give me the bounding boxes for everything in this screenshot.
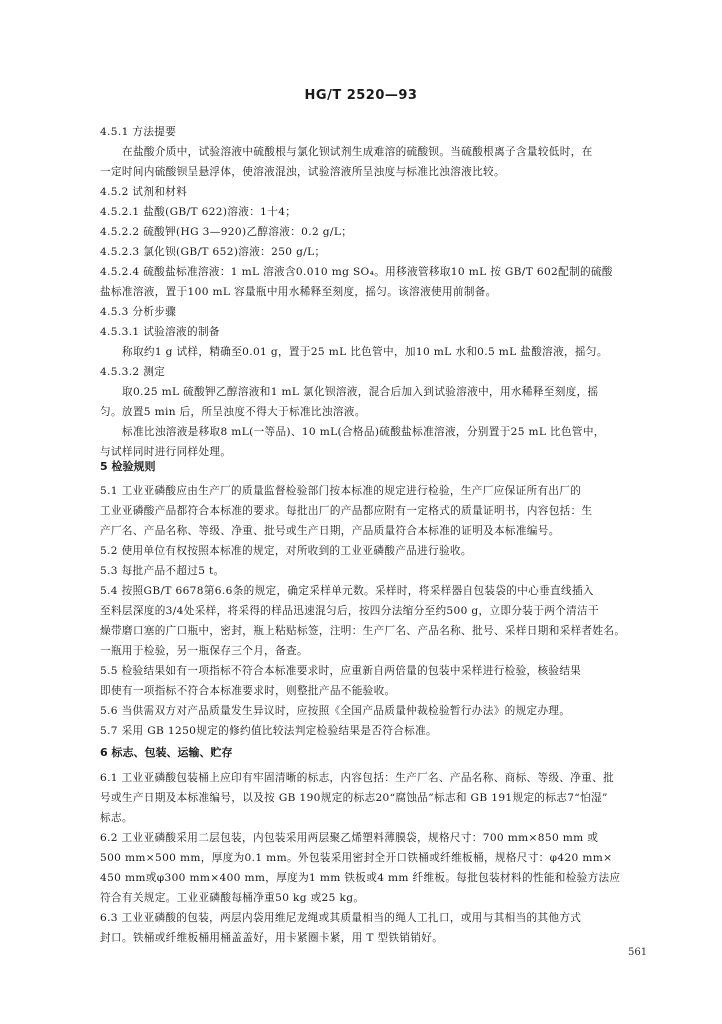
clause-6-1: 6.1 工业亚磷酸包装桶上应印有牢固清晰的标志，内容包括：生产厂名、产品名称、商标、等级、净重、批 <box>100 772 615 784</box>
clause-6-1: 号或生产日期及本标准编号，以及按 GB 190规定的标志20“腐蚀品”标志和 GB 191规定的标志7“怕湿” <box>100 792 608 804</box>
clause-4-5-2-heading: 4.5.2 试剂和材料 <box>100 186 188 198</box>
clause-6-2: 450 mm或φ300 mm×400 mm，厚度为1 mm 铁板或4 mm 纤维板。每批包装材料的性能和检验方法应 <box>100 872 621 884</box>
page-number: 561 <box>628 947 648 958</box>
clause-4-5-2-2: 4.5.2.2 硫酸钾(HG 3—920)乙醇溶液：0.2 g/L； <box>100 226 353 238</box>
section-6-content <box>100 768 670 948</box>
clause-6-2: 6.2 工业亚磷酸采用二层包装，内包装采用两层聚乙烯塑料薄膜袋，规格尺寸：700 mm×850 mm 或 <box>100 832 599 844</box>
clause-4-5-1-heading: 4.5.1 方法提要 <box>100 126 177 138</box>
clause-5-5: 5.5 检验结果如有一项指标不符合本标准要求时，应重新自两倍量的包装中采样进行检验，核验结果 <box>100 665 582 677</box>
clause-4-5-3-1-heading: 4.5.3.1 试验溶液的制备 <box>100 326 220 338</box>
clause-5-4: 至料层深度的3/4处采样，将采得的样品迅速混匀后，按四分法缩分至约500 g，立即分装于两个清洁干 <box>100 605 599 617</box>
clause-4-5-3-heading: 4.5.3 分析步骤 <box>100 306 177 318</box>
clause-6-1: 标志。 <box>100 812 133 824</box>
clause-6-3: 6.3 工业亚磷酸的包装，两层内袋用维尼龙绳或其质量相当的绳人工扎口，或用与其相当的其他方式 <box>100 912 582 924</box>
clause-4-5-3-2-text: 匀。放置5 min 后，所呈浊度不得大于标准比浊溶液。 <box>100 406 366 418</box>
clause-6-2: 500 mm×500 mm，厚度为0.1 mm。外包装采用密封全开口铁桶或纤维板桶，规格尺寸：φ420 mm× <box>100 852 613 864</box>
clause-4-5-2-3: 4.5.2.3 氯化钡(GB/T 652)溶液：250 g/L； <box>100 246 326 258</box>
section-5-title: 5 检验规则 <box>100 460 156 473</box>
clause-5-3: 5.3 每批产品不超过5 t。 <box>100 565 225 577</box>
clause-5-1: 工业亚磷酸产品都符合本标准的要求。每批出厂的产品都应附有一定格式的质量证明书，内容包括：生 <box>100 505 593 517</box>
section-6-title: 6 标志、包装、运输、贮存 <box>100 746 233 759</box>
clause-5-1: 产厂名、产品名称、等级、净重、批号或生产日期，产品质量符合本标准的证明及本标准编号。 <box>100 525 560 537</box>
clause-4-5-1-text: 在盐酸介质中，试验溶液中硫酸根与氯化钡试剂生成难溶的硫酸钡。当硫酸根离子含量较低时，在 <box>122 146 593 158</box>
clause-4-5-2-4: 4.5.2.4 硫酸盐标准溶液：1 mL 溶液含0.010 mg SO₄。用移液管移取10 mL 按 GB/T 602配制的硫酸 <box>100 266 613 278</box>
clause-4-5-3-1-text: 称取约1 g 试样，精确至0.01 g，置于25 mL 比色管中，加10 mL 水和0.5 mL 盐酸溶液，摇匀。 <box>122 346 608 358</box>
clause-5-4: 燥带磨口塞的广口瓶中，密封，瓶上粘贴标签，注明：生产厂名、产品名称、批号、采样日期和采样者姓名。 <box>100 625 626 637</box>
section-5-content <box>100 481 670 741</box>
clause-6-3: 封口。铁桶或纤维板桶用桶盖盖好，用卡紧圈卡紧，用 T 型铁销销好。 <box>100 932 444 944</box>
clause-5-7: 5.7 采用 GB 1250规定的修约值比较法判定检验结果是否符合标准。 <box>100 725 438 737</box>
clause-4-5-3-2-text: 与试样同时进行同样处理。 <box>100 446 232 458</box>
clause-4-5-2-1: 4.5.2.1 盐酸(GB/T 622)溶液：1十4； <box>100 206 297 218</box>
clause-5-4: 5.4 按照GB/T 6678第6.6条的规定，确定采样单元数。采样时，将采样器自包装袋的中心垂直线插入 <box>100 585 594 597</box>
clause-4-5-2-4: 盐标准溶液，置于100 mL 容量瓶中用水稀释至刻度，摇匀。该溶液使用前制备。 <box>100 286 497 298</box>
section-4-5-content <box>100 122 670 462</box>
clause-5-6: 5.6 当供需双方对产品质量发生异议时，应按照《全国产品质量仲裁检验暂行办法》的规定办理。 <box>100 705 571 717</box>
clause-5-2: 5.2 使用单位有权按照本标准的规定，对所收到的工业亚磷酸产品进行验收。 <box>100 545 472 557</box>
clause-6-2: 符合有关规定。工业亚磷酸每桶净重50 kg 或25 kg。 <box>100 892 365 904</box>
standard-code-header: HG/T 2520—93 <box>304 88 418 103</box>
clause-5-4: 一瓶用于检验，另一瓶保存三个月，备查。 <box>100 645 308 657</box>
clause-5-1: 5.1 工业亚磷酸应由生产厂的质量监督检验部门按本标准的规定进行检验，生产厂应保证所有出厂的 <box>100 485 582 497</box>
clause-5-5: 即使有一项指标不符合本标准要求时，则整批产品不能验收。 <box>100 685 396 697</box>
clause-4-5-1-text: 一定时间内硫酸钡呈悬浮体，使溶液混浊，试验溶液所呈浊度与标准比浊溶液比较。 <box>100 166 505 178</box>
clause-4-5-3-2-text: 标准比浊溶液是移取8 mL(一等品)、10 mL(合格品)硫酸盐标准溶液，分别置于25 mL 比色管中， <box>122 426 605 438</box>
clause-4-5-3-2-text: 取0.25 mL 硫酸钾乙醇溶液和1 mL 氯化钡溶液，混合后加入到试验溶液中，用水稀释至刻度，摇 <box>122 386 599 398</box>
clause-4-5-3-2-heading: 4.5.3.2 测定 <box>100 366 166 378</box>
